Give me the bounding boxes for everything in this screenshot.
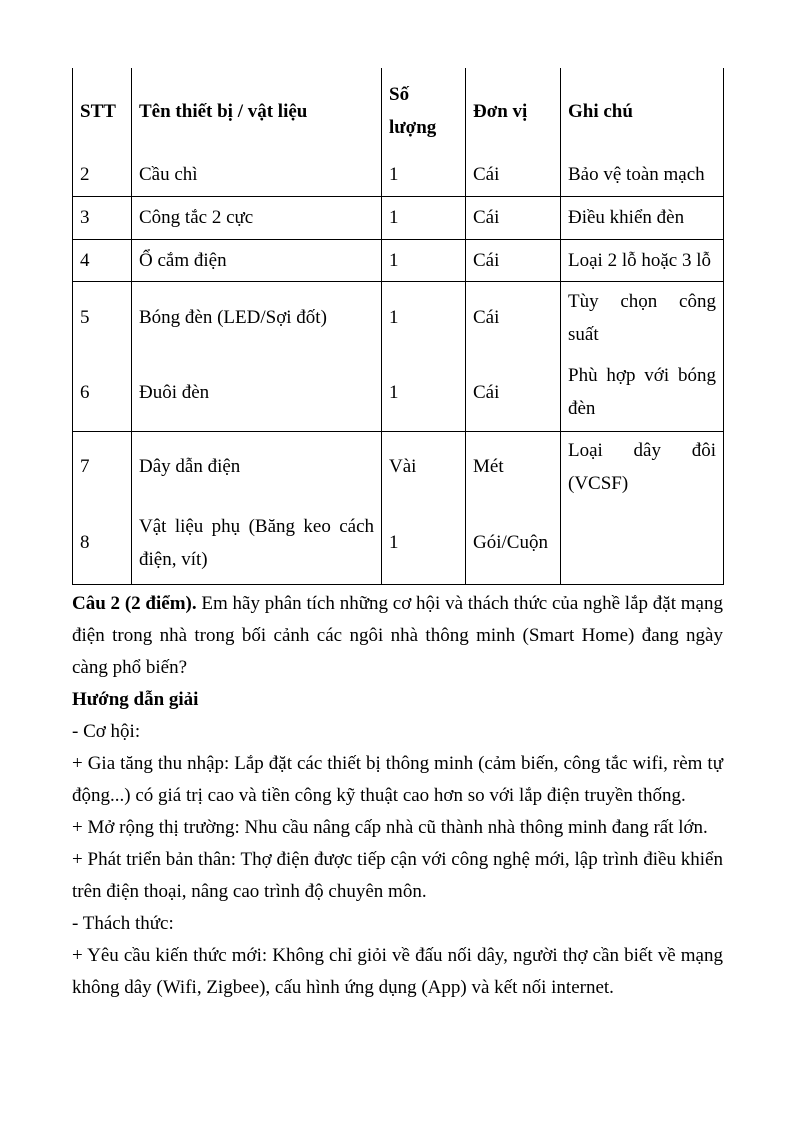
cell-qty: 1 [382,154,466,196]
header-cell-stt: STT [73,68,132,154]
text-block [72,588,723,1004]
table-row [73,154,724,196]
cell-name: Bóng đèn (LED/Sợi đốt) [132,281,382,354]
question-label: Câu 2 (2 điểm). [72,593,197,614]
cell-name: Vật liệu phụ (Băng keo cách điện, vít) [132,502,382,585]
solution-paragraph-income: + Gia tăng thu nhập: Lắp đặt các thiết bị thông minh (cảm biến, công tắc wifi, rèm tự động...) có giá trị cao và tiền công kỹ thuật cao hơn so với lắp điện truyền thống. [72,753,723,806]
cell-note: Phù hợp với bóng đèn [561,354,724,431]
cell-note [561,502,724,585]
table-row [73,354,724,431]
cell-unit: Gói/Cuộn [466,502,561,585]
solution-heading: Hướng dẫn giải [72,689,199,710]
cell-note: Loại dây đôi (VCSF) [561,431,724,502]
header-cell-qty: Số lượng [382,68,466,154]
cell-stt: 2 [73,154,132,196]
cell-stt: 4 [73,239,132,281]
cell-note: Tùy chọn công suất [561,281,724,354]
cell-qty: 1 [382,502,466,585]
cell-stt: 7 [73,431,132,502]
document-content [72,68,723,1004]
cell-stt: 6 [73,354,132,431]
cell-unit: Mét [466,431,561,502]
table-header-row [73,68,724,154]
header-cell-note: Ghi chú [561,68,724,154]
solution-paragraph-opportunities: - Cơ hội: [72,721,141,742]
cell-qty: Vài [382,431,466,502]
header-cell-name: Tên thiết bị / vật liệu [132,68,382,154]
solution-paragraph-knowledge: + Yêu cầu kiến thức mới: Không chỉ giỏi về đấu nối dây, người thợ cần biết về mạng không dây (Wifi, Zigbee), cấu hình ứng dụng (App) và kết nối internet. [72,945,723,998]
cell-name: Cầu chì [132,154,382,196]
cell-stt: 3 [73,196,132,239]
cell-qty: 1 [382,281,466,354]
cell-unit: Cái [466,354,561,431]
question-paragraph [72,588,723,684]
cell-unit: Cái [466,196,561,239]
cell-qty: 1 [382,354,466,431]
table-row [73,502,724,585]
table-row [73,281,724,354]
cell-note: Điều khiển đèn [561,196,724,239]
cell-qty: 1 [382,239,466,281]
question-text: Em hãy phân tích những cơ hội và thách thức của nghề lắp đặt mạng điện trong nhà trong bối cảnh các ngôi nhà thông minh (Smart Home) đang ngày càng phổ biến? [72,593,723,678]
cell-note: Bảo vệ toàn mạch [561,154,724,196]
cell-name: Đuôi đèn [132,354,382,431]
cell-stt: 5 [73,281,132,354]
table-row [73,239,724,281]
cell-unit: Cái [466,154,561,196]
solution-paragraph-market: + Mở rộng thị trường: Nhu cầu nâng cấp nhà cũ thành nhà thông minh đang rất lớn. [72,817,708,838]
table-row [73,431,724,502]
table-row [73,196,724,239]
cell-unit: Cái [466,281,561,354]
cell-name: Ổ cắm điện [132,239,382,281]
materials-table [72,68,724,585]
solution-paragraph-challenges: - Thách thức: [72,913,174,934]
cell-name: Dây dẫn điện [132,431,382,502]
cell-name: Công tắc 2 cực [132,196,382,239]
cell-note: Loại 2 lỗ hoặc 3 lỗ [561,239,724,281]
cell-qty: 1 [382,196,466,239]
header-cell-unit: Đơn vị [466,68,561,154]
cell-unit: Cái [466,239,561,281]
cell-stt: 8 [73,502,132,585]
solution-paragraph-self-development: + Phát triển bản thân: Thợ điện được tiếp cận với công nghệ mới, lập trình điều khiển trên điện thoại, nâng cao trình độ chuyên môn. [72,849,723,902]
